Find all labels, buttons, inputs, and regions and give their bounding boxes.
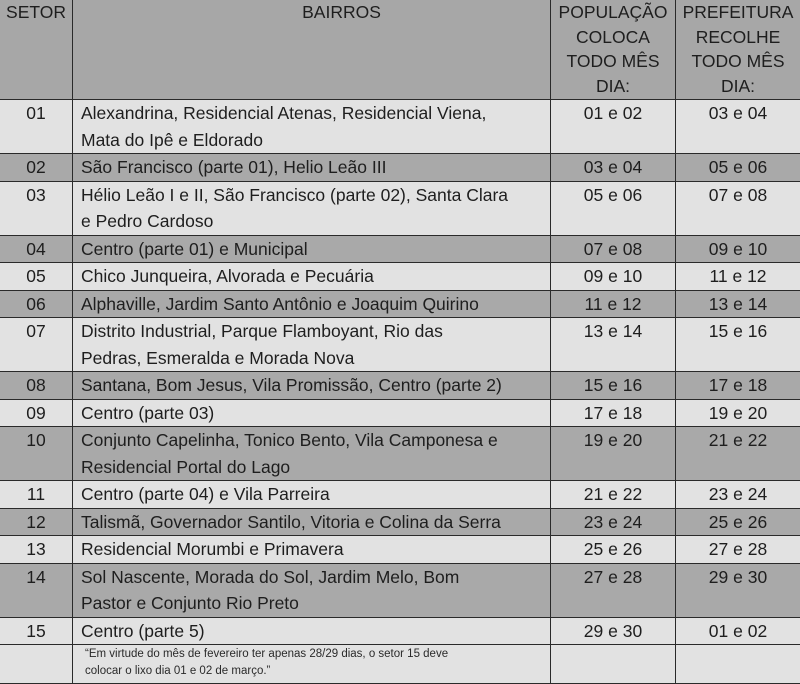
prefeitura-date-cell: 17 e 18: [676, 372, 800, 400]
table-row: [0, 563, 800, 617]
prefeitura-date-cell: 15 e 16: [676, 318, 800, 372]
bairros-line: e Pedro Cardoso: [81, 208, 546, 235]
bairros-line: Pastor e Conjunto Rio Preto: [81, 590, 546, 617]
note-line: colocar o lixo dia 01 e 02 de março.”: [85, 663, 544, 680]
prefeitura-date-cell: 07 e 08: [676, 181, 800, 235]
prefeitura-date-cell: 29 e 30: [676, 563, 800, 617]
bairros-line: Residencial Portal do Lago: [81, 454, 546, 481]
populacao-date-cell: 07 e 08: [551, 235, 676, 263]
empty-cell: [0, 645, 73, 684]
populacao-date-cell: 19 e 20: [551, 427, 676, 481]
empty-cell: [676, 645, 800, 684]
bairros-line: Distrito Industrial, Parque Flamboyant, Rio das: [81, 318, 546, 345]
setor-cell: 02: [0, 154, 73, 182]
table-row: [0, 481, 800, 509]
bairros-line: Talismã, Governador Santilo, Vitoria e Colina da Serra: [81, 509, 546, 536]
table-row: [0, 399, 800, 427]
bairros-line: Hélio Leão I e II, São Francisco (parte 02), Santa Clara: [81, 182, 546, 209]
prefeitura-date-cell: 01 e 02: [676, 617, 800, 645]
header-setor: SETOR: [0, 0, 73, 100]
prefeitura-date-cell: 25 e 26: [676, 508, 800, 536]
bairros-line: Chico Junqueira, Alvorada e Pecuária: [81, 263, 546, 290]
table-row: [0, 154, 800, 182]
populacao-date-cell: 25 e 26: [551, 536, 676, 564]
bairros-cell: [73, 290, 551, 318]
table-row: [0, 617, 800, 645]
table-row: [0, 181, 800, 235]
bairros-cell: [73, 481, 551, 509]
bairros-line: Centro (parte 01) e Municipal: [81, 236, 546, 263]
setor-cell: 01: [0, 100, 73, 154]
populacao-date-cell: 13 e 14: [551, 318, 676, 372]
populacao-date-cell: 01 e 02: [551, 100, 676, 154]
header-bairros: BAIRROS: [73, 0, 551, 100]
bairros-cell: [73, 154, 551, 182]
setor-cell: 14: [0, 563, 73, 617]
bairros-cell: [73, 263, 551, 291]
setor-cell: 06: [0, 290, 73, 318]
bairros-cell: [73, 617, 551, 645]
bairros-cell: [73, 318, 551, 372]
header-populacao: POPULAÇÃO COLOCA TODO MÊS DIA:: [551, 0, 676, 100]
bairros-cell: [73, 372, 551, 400]
header-row: [0, 0, 800, 100]
populacao-date-cell: 21 e 22: [551, 481, 676, 509]
populacao-date-cell: 23 e 24: [551, 508, 676, 536]
bairros-cell: [73, 508, 551, 536]
setor-cell: 15: [0, 617, 73, 645]
bairros-line: Santana, Bom Jesus, Vila Promissão, Centro (parte 2): [81, 372, 546, 399]
populacao-date-cell: 11 e 12: [551, 290, 676, 318]
setor-cell: 03: [0, 181, 73, 235]
populacao-date-cell: 15 e 16: [551, 372, 676, 400]
populacao-date-cell: 17 e 18: [551, 399, 676, 427]
bairros-line: Centro (parte 04) e Vila Parreira: [81, 481, 546, 508]
setor-cell: 07: [0, 318, 73, 372]
note-row: [0, 645, 800, 684]
bairros-line: Conjunto Capelinha, Tonico Bento, Vila Camponesa e: [81, 427, 546, 454]
bairros-line: Sol Nascente, Morada do Sol, Jardim Melo, Bom: [81, 564, 546, 591]
bairros-line: Mata do Ipê e Eldorado: [81, 127, 546, 154]
setor-cell: 11: [0, 481, 73, 509]
prefeitura-date-cell: 09 e 10: [676, 235, 800, 263]
setor-cell: 10: [0, 427, 73, 481]
table-row: [0, 536, 800, 564]
prefeitura-date-cell: 05 e 06: [676, 154, 800, 182]
setor-cell: 12: [0, 508, 73, 536]
bairros-cell: [73, 536, 551, 564]
populacao-date-cell: 05 e 06: [551, 181, 676, 235]
setor-cell: 05: [0, 263, 73, 291]
prefeitura-date-cell: 27 e 28: [676, 536, 800, 564]
bairros-line: Centro (parte 5): [81, 618, 546, 645]
table-row: [0, 263, 800, 291]
populacao-date-cell: 29 e 30: [551, 617, 676, 645]
bairros-cell: [73, 427, 551, 481]
prefeitura-date-cell: 03 e 04: [676, 100, 800, 154]
table-row: [0, 318, 800, 372]
bairros-cell: [73, 100, 551, 154]
bairros-line: Centro (parte 03): [81, 400, 546, 427]
prefeitura-date-cell: 13 e 14: [676, 290, 800, 318]
bairros-line: Pedras, Esmeralda e Morada Nova: [81, 345, 546, 372]
bairros-cell: [73, 181, 551, 235]
populacao-date-cell: 27 e 28: [551, 563, 676, 617]
setor-cell: 13: [0, 536, 73, 564]
bairros-cell: [73, 399, 551, 427]
setor-cell: 08: [0, 372, 73, 400]
bairros-line: São Francisco (parte 01), Helio Leão III: [81, 154, 546, 181]
prefeitura-date-cell: 11 e 12: [676, 263, 800, 291]
bairros-cell: [73, 235, 551, 263]
setor-cell: 04: [0, 235, 73, 263]
table-row: [0, 427, 800, 481]
setor-cell: 09: [0, 399, 73, 427]
prefeitura-date-cell: 19 e 20: [676, 399, 800, 427]
populacao-date-cell: 09 e 10: [551, 263, 676, 291]
bairros-cell: [73, 563, 551, 617]
table-row: [0, 290, 800, 318]
february-note: [73, 645, 551, 684]
empty-cell: [551, 645, 676, 684]
table-row: [0, 100, 800, 154]
table-body: [0, 100, 800, 684]
prefeitura-date-cell: 23 e 24: [676, 481, 800, 509]
bairros-line: Residencial Morumbi e Primavera: [81, 536, 546, 563]
prefeitura-date-cell: 21 e 22: [676, 427, 800, 481]
table-row: [0, 508, 800, 536]
table-row: [0, 372, 800, 400]
bairros-line: Alexandrina, Residencial Atenas, Residencial Viena,: [81, 100, 546, 127]
header-prefeitura: PREFEITURA RECOLHE TODO MÊS DIA:: [676, 0, 800, 100]
note-line: “Em virtude do mês de fevereiro ter apenas 28/29 dias, o setor 15 deve: [85, 646, 544, 663]
populacao-date-cell: 03 e 04: [551, 154, 676, 182]
table-row: [0, 235, 800, 263]
bairros-line: Alphaville, Jardim Santo Antônio e Joaquim Quirino: [81, 291, 546, 318]
